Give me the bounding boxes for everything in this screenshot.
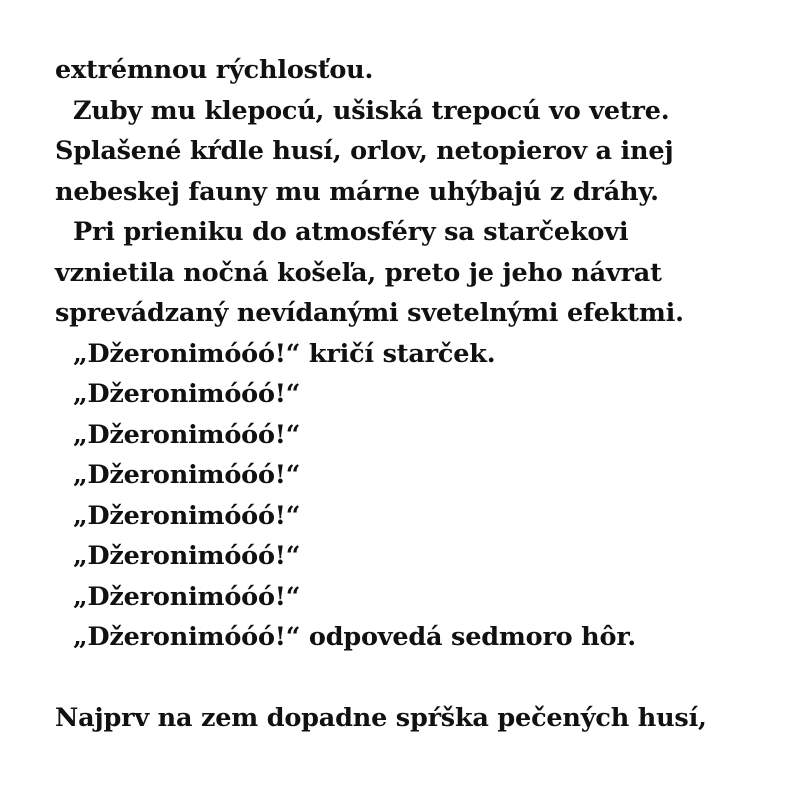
page-text	[55, 50, 775, 739]
text-line: Najprv na zem dopadne spŕška pečených husí,	[55, 703, 707, 733]
text-line: „Džeronimóóó!“ kričí starček.	[73, 338, 496, 369]
text-line: extrémnou rýchlosťou.	[55, 55, 374, 85]
text-line: „Džeronimóóó!“ odpovedá sedmoro hôr.	[73, 622, 636, 652]
text-line: Pri prieniku do atmosféry sa starčekovi	[73, 217, 629, 247]
text-line: „Džeronimóóó!“	[73, 541, 301, 571]
text-line: „Džeronimóóó!“	[73, 460, 301, 490]
text-line: „Džeronimóóó!“	[73, 379, 301, 409]
text-line: nebeskej fauny mu márne uhýbajú z dráhy.	[55, 176, 659, 207]
text-line: „Džeronimóóó!“	[73, 500, 301, 531]
text-line: „Džeronimóóó!“	[73, 581, 301, 612]
text-line: Splašené kŕdle husí, orlov, netopierov a inej	[55, 136, 674, 166]
text-line: Zuby mu klepocú, ušiská trepocú vo vetre.	[73, 95, 670, 126]
text-line: vznietila nočná košeľa, preto je jeho návrat	[55, 257, 662, 288]
paragraph-gap	[55, 658, 775, 699]
text-line: sprevádzaný nevídanými svetelnými efektmi.	[55, 298, 684, 328]
text-line: „Džeronimóóó!“	[73, 419, 301, 450]
